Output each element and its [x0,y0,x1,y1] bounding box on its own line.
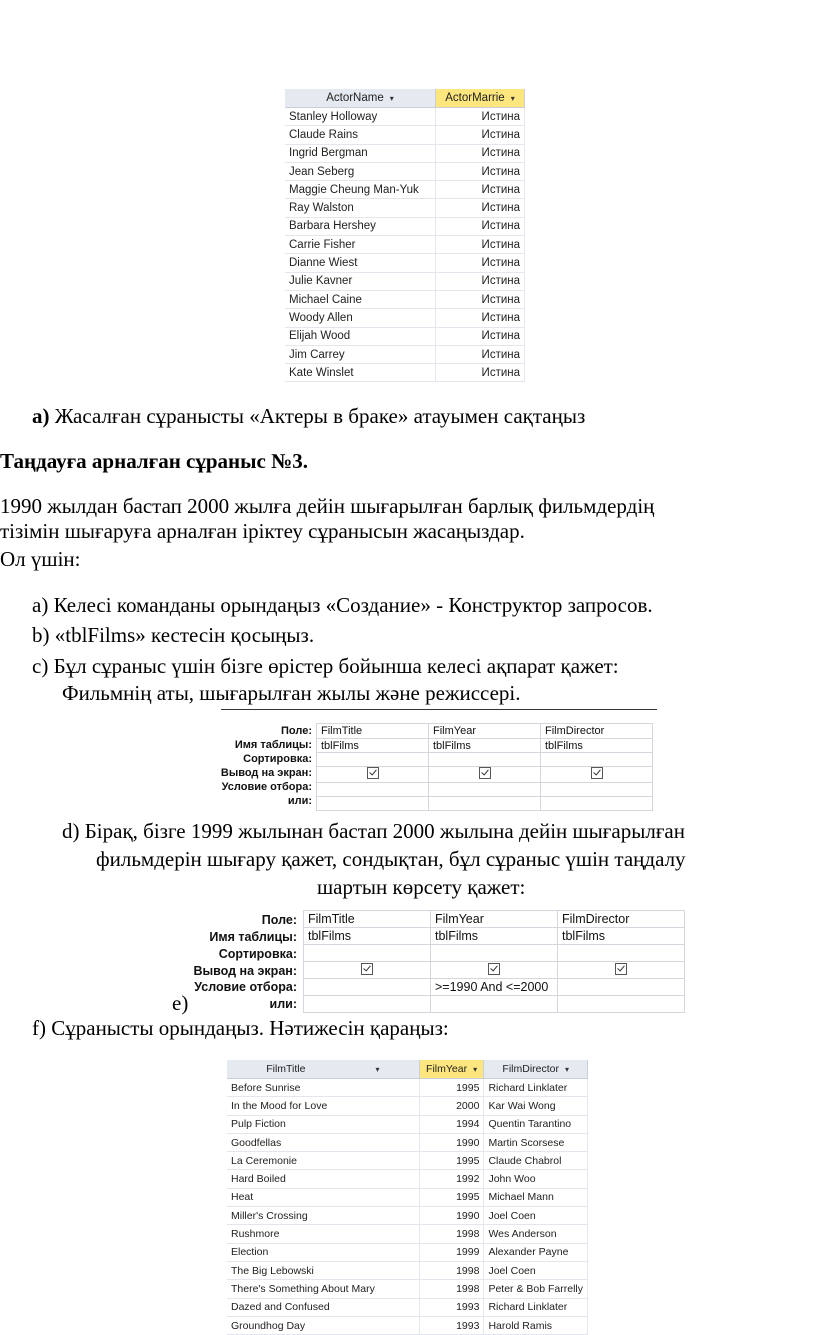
field-cell[interactable]: FilmDirector [541,724,653,739]
table-row[interactable]: Goodfellas 1990 Martin Scorsese [227,1133,588,1151]
table-row[interactable]: Dazed and Confused 1993 Richard Linklater [227,1298,588,1316]
criteria-cell[interactable] [558,979,685,996]
table-row[interactable]: Ingrid Bergman Истина [285,144,525,162]
field-cell[interactable]: FilmDirector [558,911,685,928]
table-row[interactable]: Michael Caine Истина [285,290,525,308]
list-item-d-line1: d) Бірақ, бізге 1999 жылынан бастап 2000 жылына дейін шығарылған [62,819,685,843]
table-row[interactable]: Kate Winslet Истина [285,364,525,382]
row-label-table: Имя таблицы: [209,930,297,944]
actors-header-row [285,89,525,108]
list-item-d-line2: фильмдерін шығару қажет, сондықтан, бұл сұраныс үшін таңдалу [96,847,686,871]
field-cell[interactable]: FilmTitle [304,911,431,928]
field-cell[interactable]: FilmTitle [317,724,429,739]
table-row[interactable]: Groundhog Day 1993 Harold Ramis [227,1316,588,1334]
sort-cell[interactable] [304,945,431,962]
show-cell[interactable] [558,962,685,979]
dropdown-arrow-icon[interactable]: ▾ [473,1065,478,1074]
dropdown-arrow-icon[interactable]: ▾ [565,1065,570,1074]
list-item-f: f) Сұранысты орындаңыз. Нәтижесін қараңыз: [32,1016,449,1040]
column-header-actorname[interactable]: ActorName ▾ [285,89,436,108]
table-name-cell[interactable]: tblFilms [558,928,685,945]
show-cell[interactable] [429,767,541,783]
table-row[interactable]: Election 1999 Alexander Payne [227,1243,588,1261]
or-cell[interactable] [541,797,653,811]
paragraph-line-3: Ол үшін: [0,547,81,571]
column-header-filmyear[interactable]: FilmYear ▾ [419,1060,484,1079]
checkbox-checked-icon[interactable] [591,767,603,779]
dropdown-arrow-icon[interactable]: ▾ [389,94,394,103]
sort-cell[interactable] [541,753,653,767]
table-row[interactable]: There's Something About Mary 1998 Peter & Bob Farrelly [227,1280,588,1298]
row-label-show: Вывод на экран: [193,964,297,978]
checkbox-checked-icon[interactable] [479,767,491,779]
table-row[interactable]: Before Sunrise 1995 Richard Linklater [227,1079,588,1097]
criteria-cell[interactable] [541,783,653,797]
table-row[interactable]: Jim Carrey Истина [285,345,525,363]
table-row[interactable]: The Big Lebowski 1998 Joel Coen [227,1261,588,1279]
or-cell[interactable] [558,996,685,1013]
query-design-grid-2 [190,905,688,1015]
checkbox-checked-icon[interactable] [361,963,373,975]
or-cell[interactable] [317,797,429,811]
table-row[interactable]: Ray Walston Истина [285,199,525,217]
checkbox-checked-icon[interactable] [615,963,627,975]
table-name-cell[interactable]: tblFilms [429,739,541,753]
query-grid-2-table [303,910,685,1013]
show-cell[interactable] [431,962,558,979]
criteria-cell[interactable] [429,783,541,797]
list-item-d-line3: шартын көрсету қажет: [317,875,526,899]
table-row[interactable]: Elijah Wood Истина [285,327,525,345]
checkbox-checked-icon[interactable] [488,963,500,975]
sort-cell[interactable] [558,945,685,962]
column-header-filmtitle[interactable]: FilmTitle ▾ [227,1060,419,1079]
divider-line [221,709,657,710]
paragraph-line-1: 1990 жылдан бастап 2000 жылға дейін шығарылған барлық фильмдердің [0,494,655,518]
query-design-grid-1 [200,723,656,811]
column-header-actormarried[interactable]: ActorMarrie ▾ [436,89,525,108]
criteria-cell[interactable] [304,979,431,996]
table-row[interactable]: Jean Seberg Истина [285,162,525,180]
show-cell[interactable] [304,962,431,979]
dropdown-arrow-icon[interactable]: ▾ [510,94,515,103]
section-heading: Таңдауға арналған сұраныс №3. [0,449,308,473]
sort-cell[interactable] [317,753,429,767]
field-cell[interactable]: FilmYear [431,911,558,928]
row-label-or: или: [287,795,312,807]
or-cell[interactable] [431,996,558,1013]
paragraph-line-2: тізімін шығаруға арналған іріктеу сұранысын жасаңыздар. [0,519,525,543]
table-name-cell[interactable]: tblFilms [431,928,558,945]
list-item-e: e) [172,991,189,1015]
list-item-c-line2: Фильмнің аты, шығарылған жылы және режиссері. [62,681,521,705]
column-header-filmdirector[interactable]: FilmDirector ▾ [484,1060,588,1079]
films-header-row [227,1060,588,1079]
list-item-a: a) Келесі команданы орындаңыз «Создание» - Конструктор запросов. [32,593,653,617]
table-row[interactable]: Maggie Cheung Man-Yuk Истина [285,181,525,199]
criteria-cell[interactable]: >=1990 And <=2000 [431,979,558,996]
table-row[interactable]: La Ceremonie 1995 Claude Chabrol [227,1152,588,1170]
table-name-cell[interactable]: tblFilms [304,928,431,945]
table-row[interactable]: Dianne Wiest Истина [285,254,525,272]
instruction-a: а) Жасалған сұранысты «Актеры в браке» атауымен сақтаңыз [32,404,586,428]
row-label-sort: Сортировка: [243,753,312,765]
checkbox-checked-icon[interactable] [367,767,379,779]
table-row[interactable]: Carrie Fisher Истина [285,236,525,254]
table-row[interactable]: Julie Kavner Истина [285,272,525,290]
row-label-field: Поле: [261,913,297,927]
table-row[interactable]: Barbara Hershey Истина [285,217,525,235]
row-label-or: или: [269,997,297,1011]
row-label-table: Имя таблицы: [234,739,312,751]
table-row[interactable]: Rushmore 1998 Wes Anderson [227,1225,588,1243]
show-cell[interactable] [541,767,653,783]
row-label-show: Вывод на экран: [220,767,312,779]
show-cell[interactable] [317,767,429,783]
row-label-sort: Сортировка: [218,947,297,961]
sort-cell[interactable] [431,945,558,962]
films-table [227,1060,588,1335]
or-cell[interactable] [304,996,431,1013]
field-cell[interactable]: FilmYear [429,724,541,739]
table-row[interactable]: Hard Boiled 1992 John Woo [227,1170,588,1188]
criteria-cell[interactable] [317,783,429,797]
dropdown-arrow-icon[interactable]: ▾ [375,1065,380,1074]
list-item-b: b) «tblFilms» кестесін қосыңыз. [32,623,315,647]
sort-cell[interactable] [429,753,541,767]
query-grid-1-table [316,723,653,811]
table-row[interactable]: In the Mood for Love 2000 Kar Wai Wong [227,1097,588,1115]
table-row[interactable]: Miller's Crossing 1990 Joel Coen [227,1207,588,1225]
table-row[interactable]: Heat 1995 Michael Mann [227,1188,588,1206]
list-item-c-line1: c) Бұл сұраныс үшін бізге өрістер бойынша келесі ақпарат қажет: [32,654,619,678]
table-row[interactable]: Woody Allen Истина [285,309,525,327]
row-label-field: Поле: [281,725,312,737]
table-row[interactable]: Stanley Holloway Истина [285,108,525,126]
table-name-cell[interactable]: tblFilms [541,739,653,753]
table-row[interactable]: Claude Rains Истина [285,126,525,144]
row-label-criteria: Условие отбора: [194,980,297,994]
table-name-cell[interactable]: tblFilms [317,739,429,753]
row-label-criteria: Условие отбора: [221,781,312,793]
or-cell[interactable] [429,797,541,811]
table-row[interactable]: Pulp Fiction 1994 Quentin Tarantino [227,1115,588,1133]
actors-table [285,89,525,382]
